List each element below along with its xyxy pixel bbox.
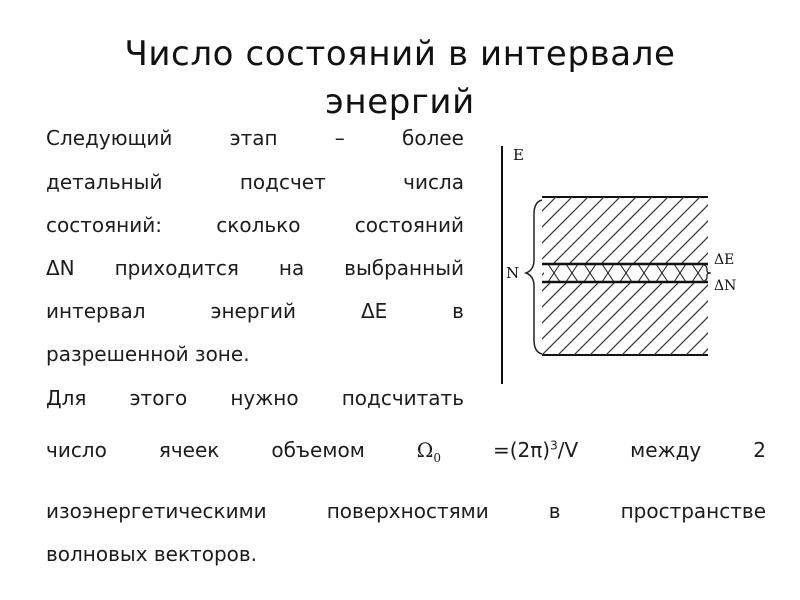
energy-axis-label: E <box>513 146 524 164</box>
paragraph-line-4 <box>46 256 464 280</box>
paragraph-line-3 <box>46 213 464 237</box>
word: ΔE <box>360 299 388 323</box>
word: более <box>402 126 464 150</box>
paragraph-line-5 <box>46 299 464 323</box>
title-line-2: энергий <box>325 82 475 122</box>
paragraph-line-7 <box>46 386 464 410</box>
paragraph-line-9 <box>46 499 766 523</box>
word: поверхностями <box>326 499 489 523</box>
word: пространстве <box>620 499 766 523</box>
omega-symbol: $\Omega_0$ <box>416 438 441 465</box>
word: приходится <box>114 256 239 280</box>
word: ΔN <box>46 256 75 280</box>
title-line-1: Число состояний в интервале <box>124 34 676 74</box>
word: подсчет <box>239 170 326 194</box>
paragraph-line-8 <box>46 438 766 465</box>
word: 2 <box>753 438 766 462</box>
word: на <box>278 256 305 280</box>
word: изоэнергетическими <box>46 499 267 523</box>
word: ячеек <box>158 438 220 462</box>
word: нужно <box>230 386 299 410</box>
n-brace <box>526 200 542 354</box>
energy-band-diagram <box>496 142 756 388</box>
delta-n-label: ΔN <box>714 278 737 294</box>
word: число <box>46 438 107 462</box>
paragraph-line-2 <box>46 170 464 194</box>
word: сколько <box>216 213 301 237</box>
word: разрешенной зоне. <box>46 342 250 366</box>
word: детальный <box>46 170 163 194</box>
paragraph-line-10 <box>46 542 766 566</box>
word: подсчитать <box>341 386 464 410</box>
n-label: N <box>506 264 520 282</box>
word: Следующий <box>46 126 173 150</box>
formula: $=(2\pi)^3/V$ <box>492 438 579 462</box>
word: Для <box>46 386 87 410</box>
word: волновых векторов. <box>46 542 258 566</box>
word: объемом <box>271 438 365 462</box>
word: энергий <box>210 299 297 323</box>
paragraph-line-6 <box>46 342 464 366</box>
paragraph-line-1 <box>46 126 464 150</box>
word: в <box>452 299 464 323</box>
word: числа <box>403 170 464 194</box>
word: этап <box>229 126 278 150</box>
word: – <box>334 126 345 150</box>
word: между <box>630 438 702 462</box>
delta-e-label: ΔE <box>714 252 735 268</box>
word: в <box>548 499 561 523</box>
slide-title <box>40 30 760 126</box>
word: состояний <box>354 213 464 237</box>
word: состояний: <box>46 213 162 237</box>
word: этого <box>129 386 188 410</box>
word: интервал <box>46 299 146 323</box>
word: выбранный <box>344 256 464 280</box>
